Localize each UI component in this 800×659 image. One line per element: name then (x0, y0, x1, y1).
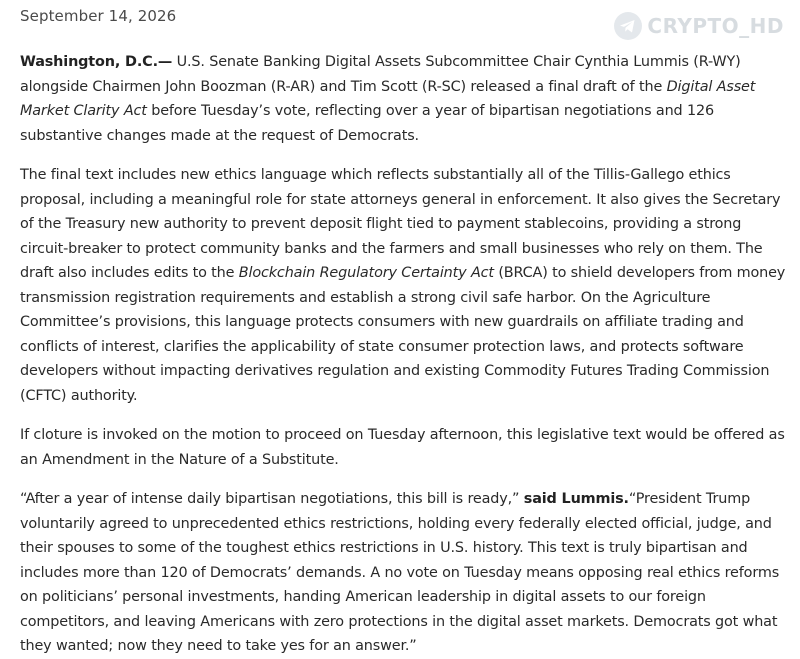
paragraph-cloture: If cloture is invoked on the motion to proceed on Tuesday afternoon, this legislative text would be offered as an Amendment in the Nature of a Substitute. (20, 427, 785, 468)
act-title-brca: Blockchain Regulatory Certainty Act (238, 265, 494, 281)
details-text-2: (BRCA) to shield developers from money transmission registration requirements and establish a strong civil safe harbor. On the Agriculture Committee’s provisions, this language protects consumers with new guardrails on affiliate trading and conflicts of interest, clarifies the applicability of state consumer protection laws, and protects software developers without impacting derivatives regulation and existing Commodity Futures Trading Commission (CFTC) authority. (20, 265, 786, 404)
release-date: September 14, 2026 (20, 7, 177, 25)
telegram-icon (613, 11, 643, 41)
quote-text-1: “After a year of intense daily bipartisan negotiations, this bill is ready,” (20, 491, 524, 507)
paragraph-quote (20, 487, 792, 659)
details-text-1: The final text includes new ethics language which reflects substantially all of the Tillis-Gallego ethics proposal, including a meaningful role for state attorneys general in enforcement. It also gives the Secretary of the Treasury new authority to prevent deposit flight tied to payment stablecoins, providing a strong circuit-breaker to protect community banks and the farmers and small businesses who rely on them. The draft also includes edits to the (20, 167, 781, 281)
act-title-clarity: Digital Asset Market Clarity Act (20, 78, 756, 119)
watermark-text: CRYPTO_HD (647, 14, 784, 38)
press-release (20, 0, 792, 659)
intro-text-2: before Tuesday’s vote, reflecting over a year of bipartisan negotiations and 126 substantive changes made at the request of Democrats. (20, 103, 714, 144)
dateline: Washington, D.C.— (20, 54, 173, 70)
watermark (613, 11, 784, 41)
paragraph-details (20, 163, 792, 408)
quote-text-2: “President Trump voluntarily agreed to unprecedented ethics restrictions, holding every federally elected official, judge, and their spouses to some of the toughest ethics restrictions in U.S. history. This text is truly bipartisan and includes more than 120 of Democrats’ demands. A no vote on Tuesday means opposing real ethics reforms on politicians’ personal investments, handing American leadership in digital assets to our foreign competitors, and leaving Americans with zero protections in the digital asset markets. Democrats got what they wanted; now they need to take yes for an answer.” (20, 491, 780, 654)
intro-text-1: U.S. Senate Banking Digital Assets Subcommittee Chair Cynthia Lummis (R-WY) alongside Chairmen John Boozman (R-AR) and Tim Scott (R-SC) released a final draft of the (20, 54, 741, 95)
quote-attribution: said Lummis. (523, 491, 629, 507)
paragraph-intro (20, 50, 792, 148)
